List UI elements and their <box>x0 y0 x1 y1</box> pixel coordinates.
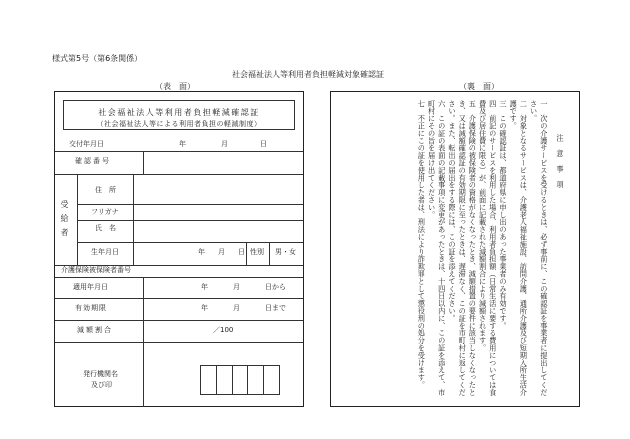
furigana-label: フリガナ <box>91 208 119 216</box>
form-number: 様式第5号（第6条関係） <box>52 54 143 63</box>
seal-cell <box>217 366 233 394</box>
applicable-year-unit: 年 <box>201 283 208 291</box>
seal-cell <box>264 366 279 394</box>
insured-number-label: 介護保険被保険者番号 <box>61 266 131 274</box>
certificate-title-box <box>63 100 295 130</box>
certificate-title: 社会福祉法人等利用者負担軽減確認証 <box>98 108 260 117</box>
gender-options: 男・女 <box>275 248 296 256</box>
applicable-month-unit: 月 <box>233 283 240 291</box>
notes-heading: 注 意 事 項 <box>556 134 565 191</box>
applicable-date-label: 適用年月日 <box>73 283 108 291</box>
issue-year-unit: 年 <box>179 140 186 148</box>
note-item: 七 不正にこの証を使用した者は、刑法により詐欺罪として懲役刑の処分を受けます。 <box>417 100 427 389</box>
certificate-front <box>54 91 304 407</box>
issue-date-label: 交付年月日 <box>69 140 104 148</box>
birthdate-label: 生年月日 <box>91 248 119 256</box>
reduction-rate-label: 減額割合 <box>77 326 113 334</box>
note-item: 二 対象となるサービスは、介護老人福祉施設、訪問介護、通所介護及び短期入所生活介護です。 <box>509 100 529 396</box>
address-label: 住 所 <box>95 186 116 194</box>
note-item: 四 前記のサービスを利用した場合、利用者負担額（日常生活に要する費用については食費及び居住費に限る）が、前面に記載された減額割合により減額されます。 <box>478 100 498 396</box>
back-side-label: （裏 面） <box>459 82 499 91</box>
birth-month-unit: 月 <box>218 248 225 256</box>
note-item: 三 この確認証は、都道府県に申し出のあった事業者のみ有効です。 <box>498 100 508 330</box>
valid-year-unit: 年 <box>201 304 208 312</box>
confirmation-number-label: 確認番号 <box>75 157 111 165</box>
notes-text <box>416 100 565 400</box>
valid-until-unit: 日まで <box>265 304 286 312</box>
issuer-label-line1: 発行機関名 <box>83 370 118 378</box>
certificate-subtitle: （社会福祉法人等による利用者負担の軽減制度） <box>96 120 262 128</box>
reduction-rate-value: ／100 <box>213 326 234 334</box>
note-item: 五 介護保険の被保険者の資格がなくなったとき、減額措置の要件に該当しなくなったとき、又は減額確認証の有効期限に至ったときは、遅滞なく、この証を市町村に返してください。また、転出の届出をする際には、この証を添えてください。 <box>447 100 478 396</box>
name-label: 氏 名 <box>95 224 116 232</box>
note-item: 一 次の介護サービスを受けるときは、必ず事前に、この確認証を事業者に提出してください。 <box>529 100 549 396</box>
issue-month-unit: 月 <box>221 140 228 148</box>
issue-day-unit: 日 <box>260 140 267 148</box>
note-item: 六 この証の表面の記載事項に変更があったときは、十四日以内に、この証を添えて、市町村にその旨を届け出てください。 <box>427 100 447 396</box>
seal-cell <box>201 366 217 394</box>
birth-day-unit: 日 <box>238 248 245 256</box>
document-title: 社会福祉法人等利用者負担軽減対象確認証 <box>232 70 384 79</box>
recipient-label: 受給者 <box>60 200 69 242</box>
valid-until-label: 有効期限 <box>75 304 107 312</box>
issuer-label-line2: 及び印 <box>91 381 112 389</box>
birth-year-unit: 年 <box>198 248 205 256</box>
applicable-from-unit: 日から <box>265 283 286 291</box>
gender-label: 性別 <box>250 248 264 256</box>
valid-month-unit: 月 <box>233 304 240 312</box>
seal-cell <box>233 366 249 394</box>
seal-cell <box>248 366 264 394</box>
seal-grid <box>200 365 280 395</box>
certificate-back <box>330 91 580 407</box>
front-side-label: （表 面） <box>155 82 195 91</box>
